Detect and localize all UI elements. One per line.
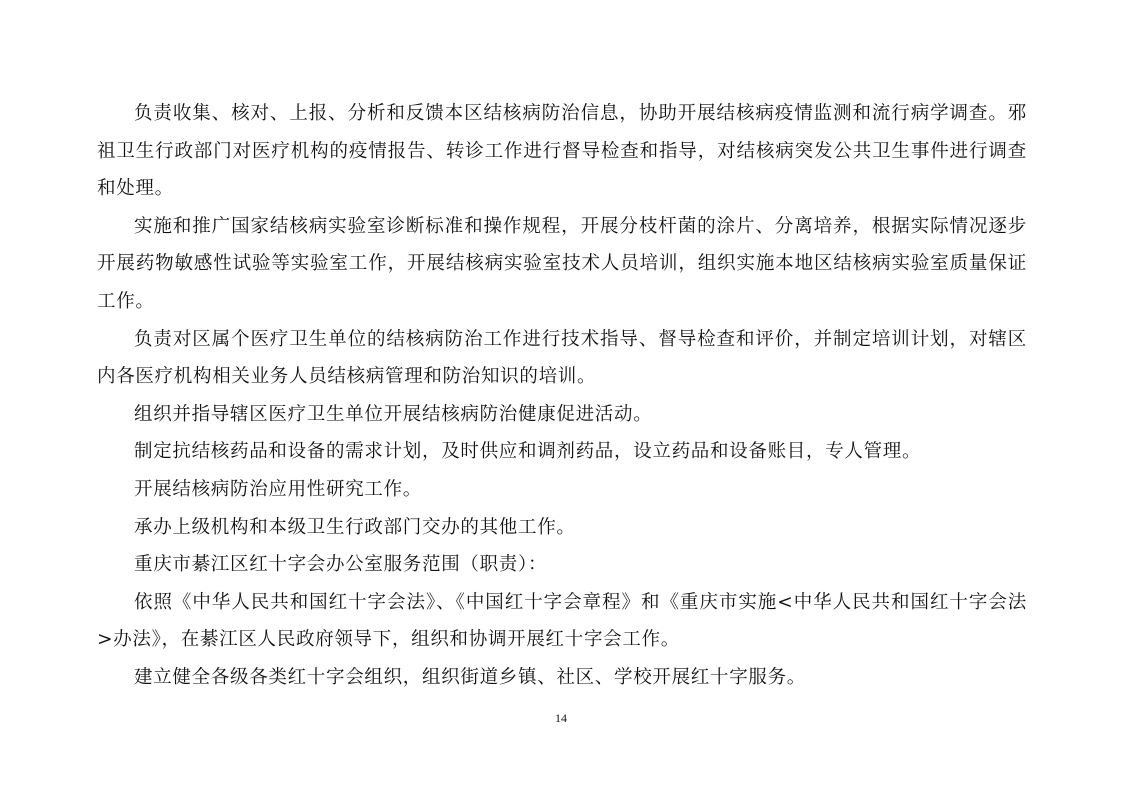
paragraph-red-cross-law: 依照《中华人民共和国红十字会法》、《中国红十字会章程》和《重庆市实施<中华人民共和国红十字会法>办法》，在綦江区人民政府领导下，组织和协调开展红十字会工作。 bbox=[97, 591, 1027, 651]
paragraph-other-tasks: 承办上级机构和本级卫生行政部门交办的其他工作。 bbox=[134, 516, 576, 538]
paragraph-health-promotion: 组织并指导辖区医疗卫生单位开展结核病防治健康促进活动。 bbox=[134, 403, 653, 425]
paragraph-lab-standards: 实施和推广国家结核病实验室诊断标准和操作规程，开展分枝杆菌的涂片、分离培养，根据实际情况逐步开展药物敏感性试验等实验室工作，开展结核病实验室技术人员培训，组织实施本地区结核病实验室质量保证工作。 bbox=[97, 215, 1027, 312]
paragraph-tb-info-collection: 负责收集、核对、上报、分析和反馈本区结核病防治信息，协助开展结核病疫情监测和流行病学调查。邪祖卫生行政部门对医疗机构的疫情报告、转诊工作进行督导检查和指导，对结核病突发公共卫生事件进行调查和处理。 bbox=[97, 103, 1027, 200]
paragraph-red-cross-organization: 建立健全各级各类红十字会组织，组织街道乡镇、社区、学校开展红十字服务。 bbox=[134, 666, 807, 688]
paragraph-drug-equipment-plan: 制定抗结核药品和设备的需求计划，及时供应和调剂药品，设立药品和设备账目，专人管理。 bbox=[134, 441, 922, 463]
paragraph-applied-research: 开展结核病防治应用性研究工作。 bbox=[134, 478, 423, 500]
page-number: 14 bbox=[555, 711, 567, 725]
paragraph-red-cross-heading: 重庆市綦江区红十字会办公室服务范围（职责）： bbox=[134, 554, 548, 576]
paragraph-technical-guidance: 负责对区属个医疗卫生单位的结核病防治工作进行技术指导、督导检查和评价，并制定培训计划，对辖区内各医疗机构相关业务人员结核病管理和防治知识的培训。 bbox=[97, 328, 1027, 388]
document-body bbox=[97, 95, 1027, 697]
